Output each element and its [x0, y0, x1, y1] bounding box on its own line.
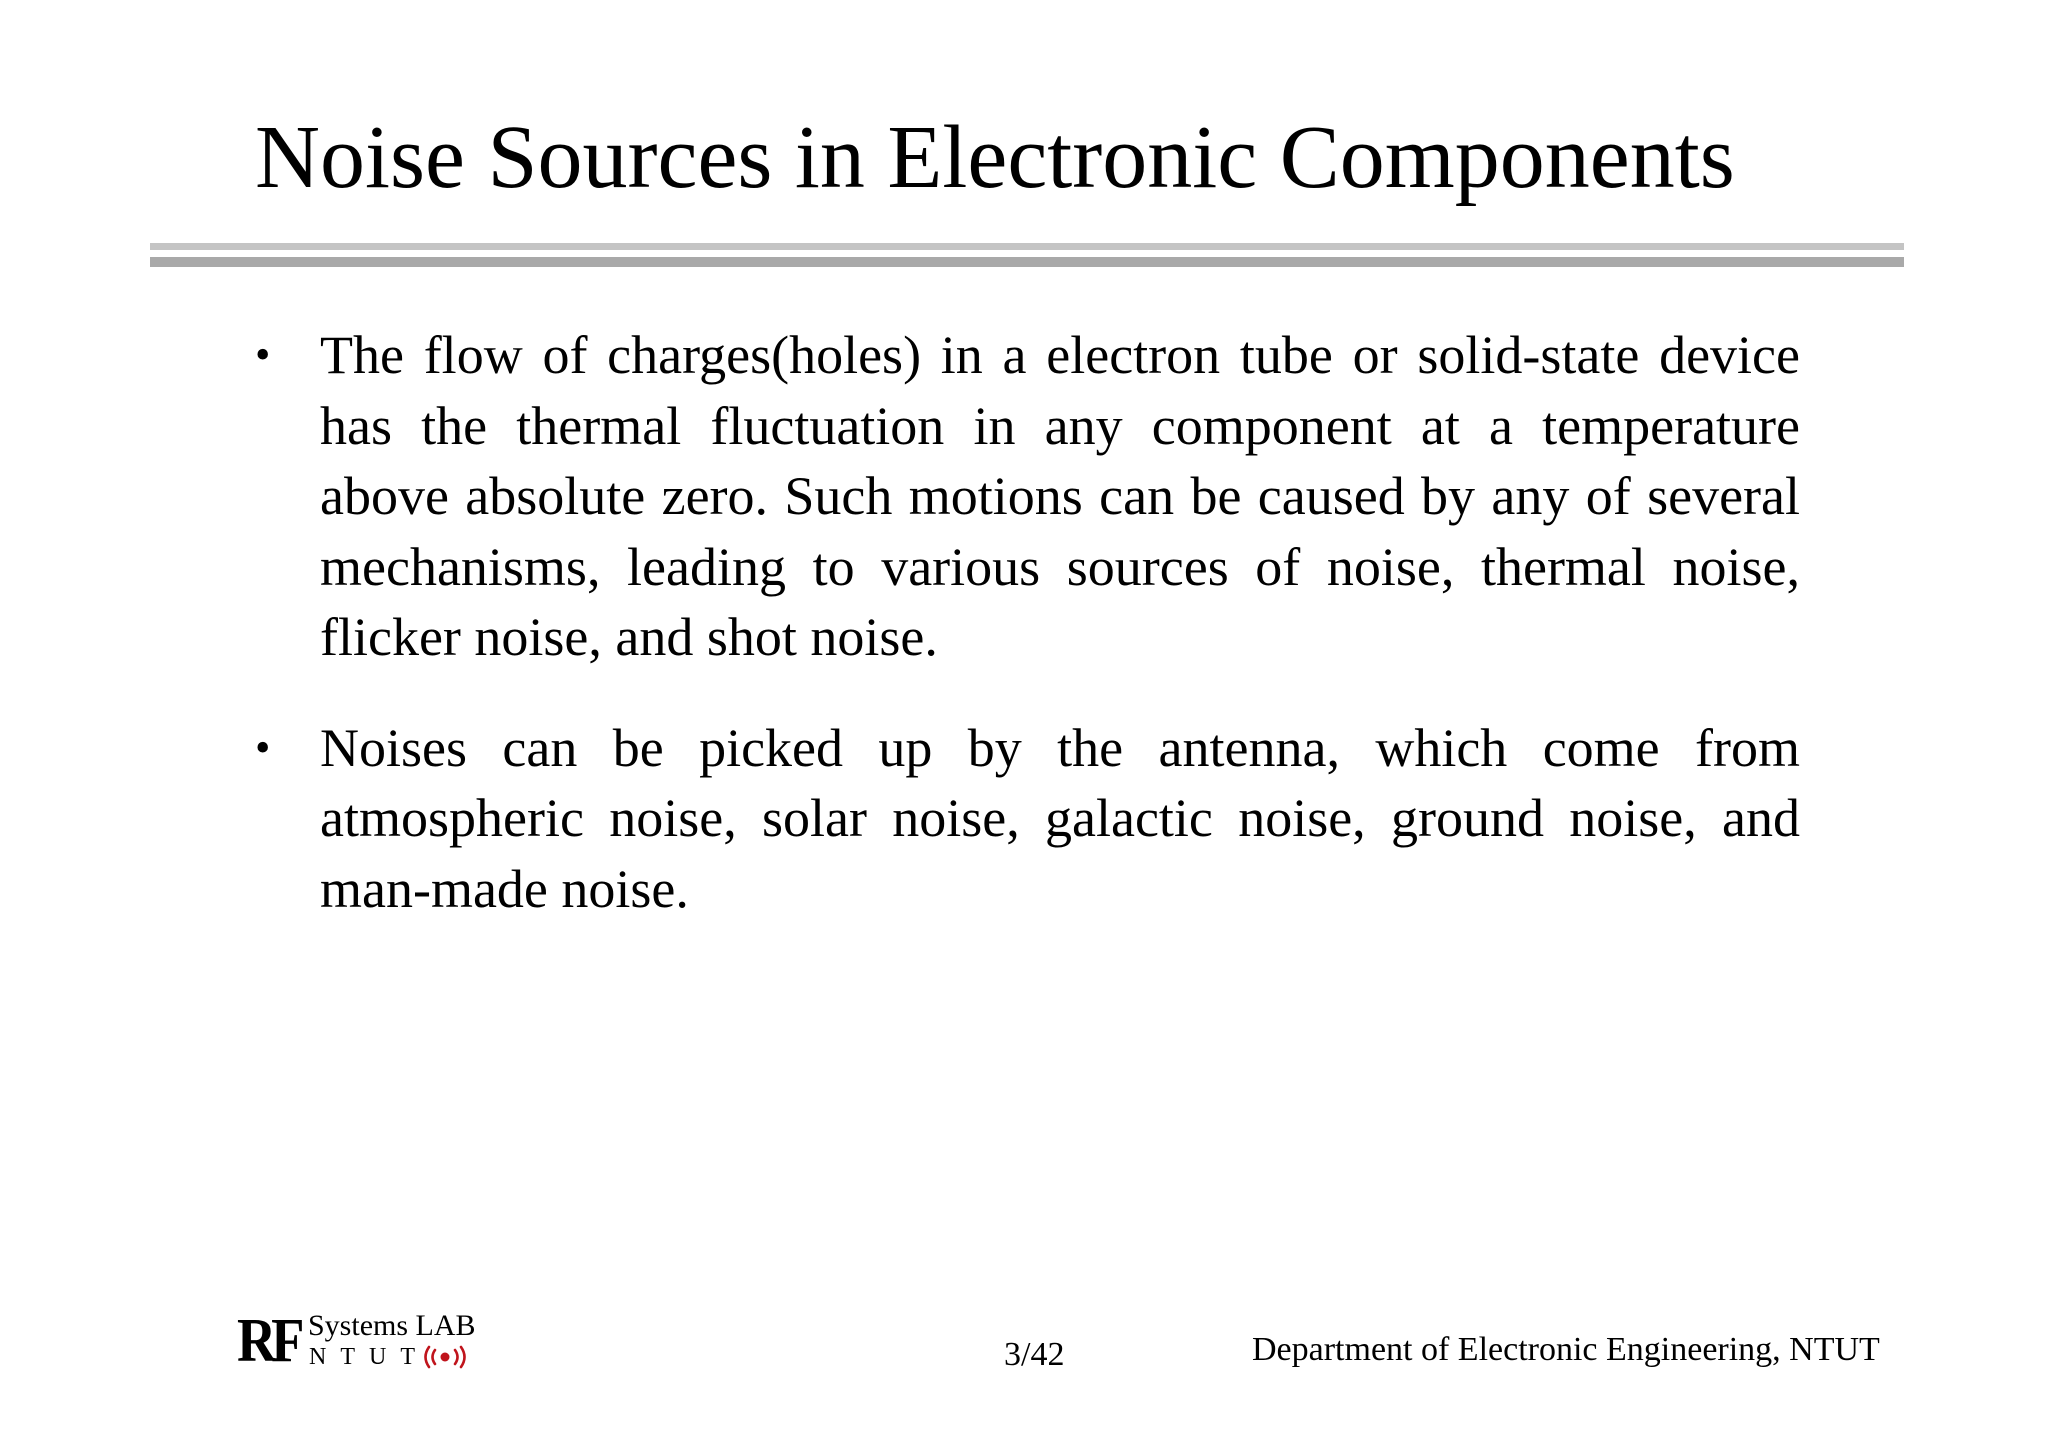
- title-divider-bottom: [150, 257, 1904, 267]
- title-divider-top: [150, 243, 1904, 250]
- slide-title: Noise Sources in Electronic Components: [255, 108, 1735, 207]
- department-label: Department of Electronic Engineering, NTUT: [1252, 1331, 1880, 1368]
- logo-rf-mark: RF: [237, 1307, 300, 1375]
- bullet-marker: •: [255, 330, 271, 379]
- logo-ntut-text: NTUT: [309, 1344, 429, 1370]
- logo-systems-lab-text: Systems LAB: [308, 1309, 476, 1342]
- radio-wave-icon: [420, 1342, 470, 1372]
- bullet-marker: •: [255, 722, 271, 772]
- bullet-item-antenna: [255, 713, 1800, 925]
- bullet-item-thermal: [255, 320, 1800, 673]
- bullet-list: [255, 320, 1800, 964]
- bullet-text: Noises can be picked up by the antenna, which come from atmospheric noise, solar noise, galactic noise, ground noise, and man-made noise.: [320, 717, 1800, 919]
- rf-systems-lab-logo: [237, 1307, 487, 1375]
- bullet-text: The flow of charges(holes) in a electron tube or solid-state device has the thermal fluctuation in any component at a temperature above absolute zero. Such motions can be caused by any of several mechanisms, leading to various sources of noise, thermal noise, flicker noise, and shot noise.: [320, 325, 1800, 667]
- page-number: 3/42: [1004, 1336, 1065, 1373]
